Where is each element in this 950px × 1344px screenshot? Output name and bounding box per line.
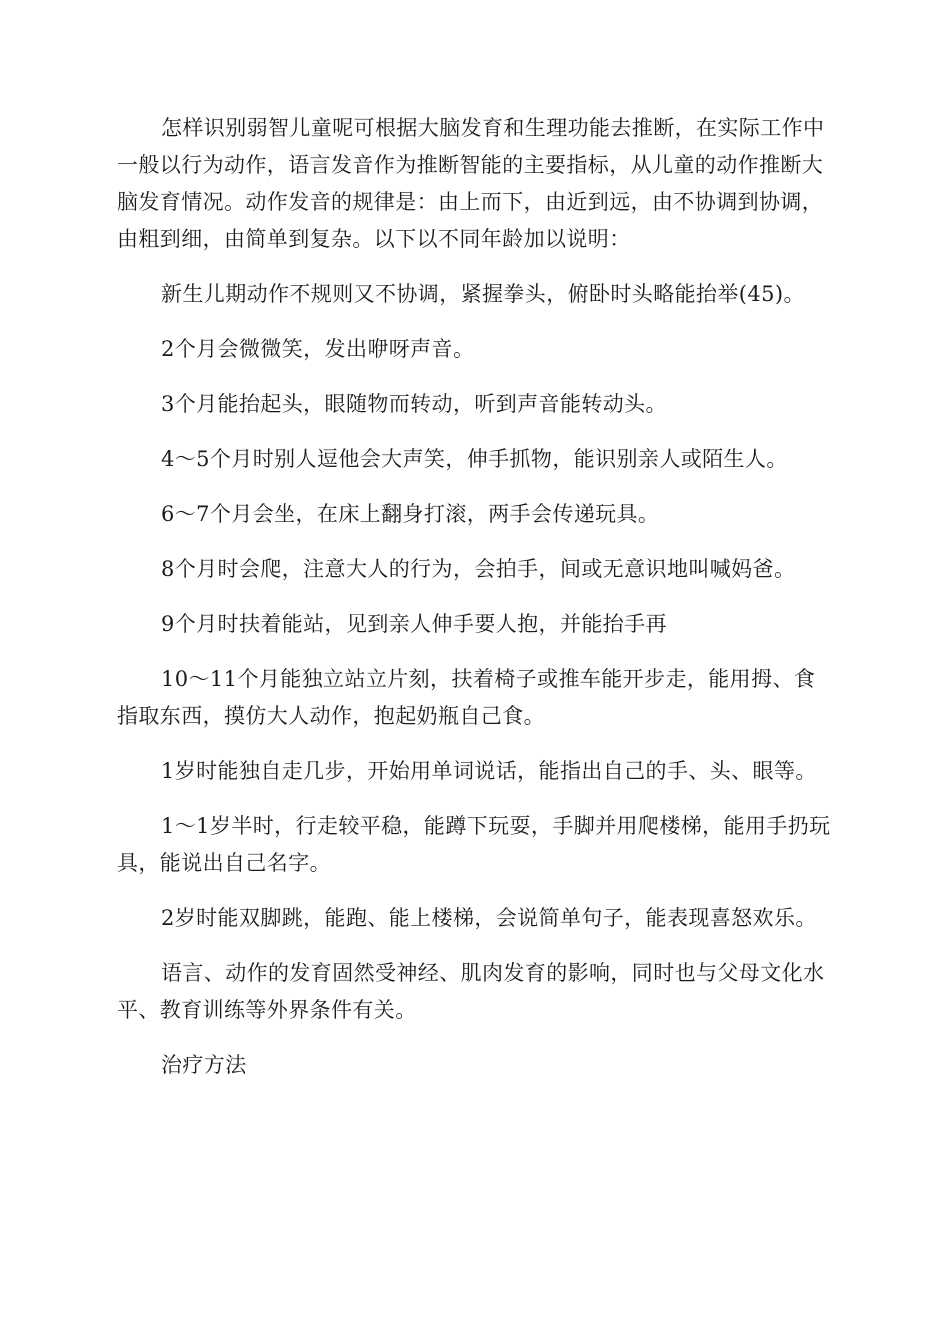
paragraph-factors: 语言、动作的发育固然受神经、肌肉发育的影响，同时也与父母文化水平、教育训练等外界条件有关。 (117, 961, 825, 1022)
paragraph-intro: 怎样识别弱智儿童呢可根据大脑发育和生理功能去推断，在实际工作中一般以行为动作，语言发音作为推断智能的主要指标，从儿童的动作推断大脑发育情况。动作发音的规律是：由上而下，由近到远，由不协调到协调，由粗到细，由简单到复杂。以下以不同年龄加以说明： (117, 116, 825, 251)
section-heading-treatment: 治疗方法 (161, 1053, 247, 1077)
paragraph-3-months: 3个月能抬起头，眼随物而转动，听到声音能转动头。 (161, 392, 667, 416)
paragraph-4-5-months: 4～5个月时别人逗他会大声笑，伸手抓物，能识别亲人或陌生人。 (161, 447, 788, 471)
paragraph-6-7-months: 6～7个月会坐，在床上翻身打滚，两手会传递玩具。 (161, 502, 660, 526)
document-body (117, 110, 833, 1102)
paragraph-9-months: 9个月时扶着能站，见到亲人伸手要人抱，并能抬手再 (161, 612, 667, 636)
paragraph-2-months: 2个月会微微笑，发出咿呀声音。 (161, 337, 475, 361)
paragraph-10-11-months: 10～11个月能独立站立片刻，扶着椅子或推车能开步走，能用拇、食指取东西，摸仿大人动作，抱起奶瓶自己食。 (117, 667, 816, 728)
paragraph-2-years: 2岁时能双脚跳，能跑、能上楼梯，会说简单句子，能表现喜怒欢乐。 (161, 906, 817, 930)
paragraph-1-year: 1岁时能独自走几步，开始用单词说话，能指出自己的手、头、眼等。 (161, 759, 817, 783)
paragraph-newborn: 新生儿期动作不规则又不协调，紧握拳头，俯卧时头略能抬举(45)。 (161, 282, 805, 306)
paragraph-1-1half-years: 1～1岁半时，行走较平稳，能蹲下玩耍，手脚并用爬楼梯，能用手扔玩具，能说出自己名字。 (117, 814, 831, 875)
paragraph-8-months: 8个月时会爬，注意大人的行为，会拍手，间或无意识地叫喊妈爸。 (161, 557, 796, 581)
